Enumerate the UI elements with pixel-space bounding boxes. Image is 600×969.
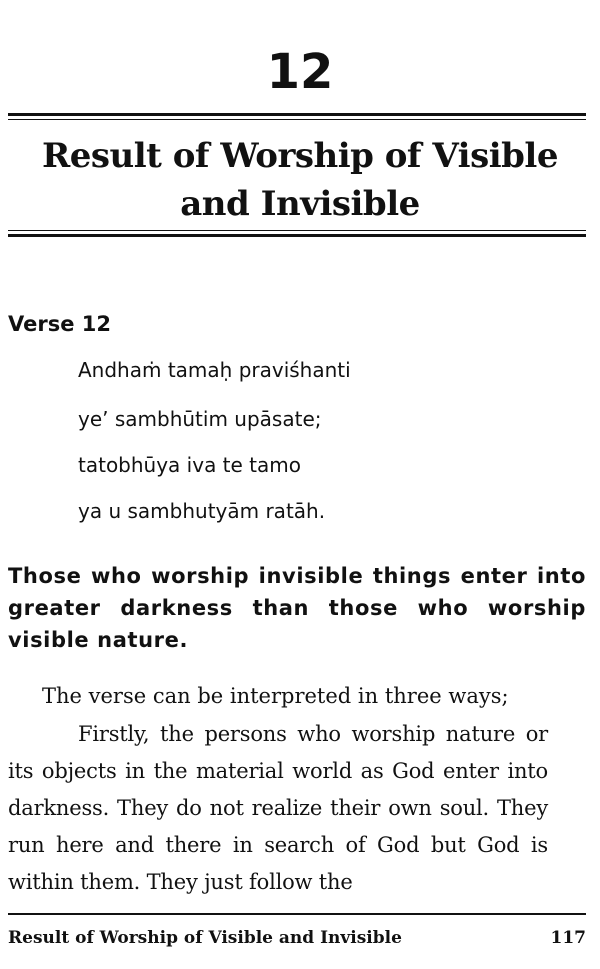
rule-thin-line	[8, 119, 586, 120]
page-number: 117	[550, 928, 586, 948]
rule-thin-line	[8, 230, 586, 231]
verse-line-3: tatobhūya iva te tamo	[78, 453, 301, 477]
title-rule-top	[8, 113, 586, 120]
chapter-title	[0, 132, 600, 228]
footer-running-title: Result of Worship of Visible and Invisible	[8, 928, 402, 948]
chapter-title-line1: Result of Worship of Visible	[42, 136, 558, 176]
footer-rule	[8, 913, 586, 915]
verse-heading: Verse 12	[8, 312, 111, 336]
verse-line-4: ya u sambhutyām ratāh.	[78, 499, 326, 523]
verse-line-1: Andhaṁ tamaḥ praviśhanti	[78, 358, 351, 382]
verse-summary: Those who worship invisible things enter into greater darkness than those who worship visible nature.	[8, 564, 586, 652]
body-intro: The verse can be interpreted in three ways;	[42, 684, 509, 708]
chapter-title-line2: and Invisible	[180, 184, 420, 224]
verse-line-2: ye’ sambhūtim upāsate;	[78, 407, 322, 431]
body-paragraph: Firstly, the persons who worship nature or its objects in the material world as God enter into darkness. They do not realize their own soul. They run here and there in search of God but God is within them. They just follow the	[8, 722, 548, 894]
title-rule-bottom	[8, 230, 586, 237]
chapter-number: 12	[266, 44, 334, 100]
rule-thick-line	[8, 113, 586, 116]
rule-thick-line	[8, 234, 586, 237]
